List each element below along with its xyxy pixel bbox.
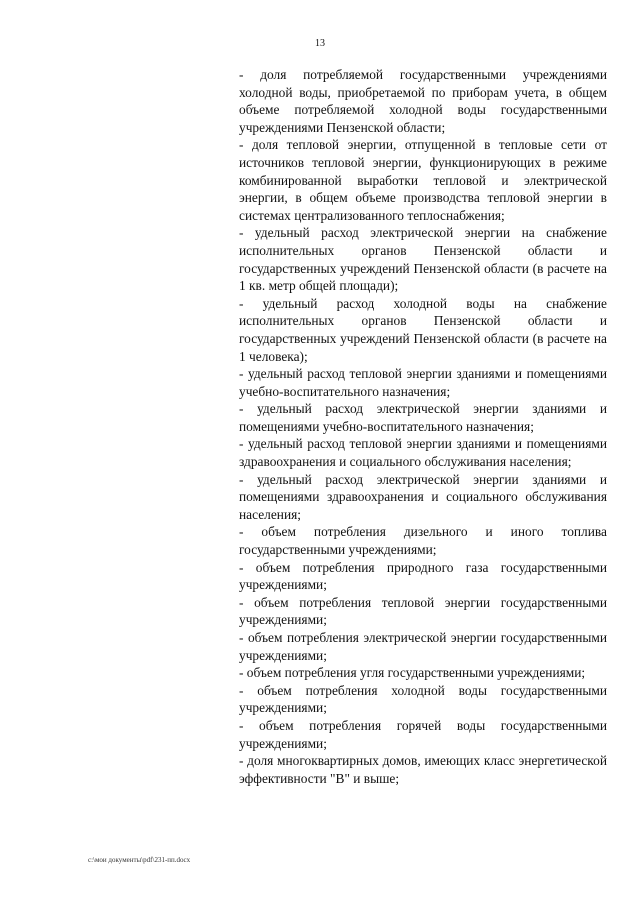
list-item: - доля потребляемой государственными учреждениями холодной воды, приобретаемой по приборам учета, в общем объеме потребляемой холодной воды государственными учреждениями Пензенской области; — [239, 67, 607, 135]
list-item: - объем потребления угля государственными учреждениями; — [239, 665, 586, 681]
list-item: - объем потребления электрической энергии государственными учреждениями; — [239, 630, 607, 663]
list-item: - удельный расход электрической энергии зданиями и помещениями здравоохранения и социального обслуживания населения; — [239, 471, 607, 522]
list-item: - доля тепловой энергии, отпущенной в тепловые сети от источников тепловой энергии, функционирующих в режиме комбинированной выработки тепловой и электрической энергии, в общем объеме производства тепловой энергии в системах централизованного теплоснабжения; — [239, 137, 607, 223]
list-item: - удельный расход тепловой энергии зданиями и помещениями здравоохранения и социального обслуживания населения; — [239, 436, 607, 470]
list-item: - объем потребления дизельного и иного топлива государственными учреждениями; — [239, 524, 607, 558]
list-item: - объем потребления горячей воды государственными учреждениями; — [239, 717, 607, 751]
page-number: 13 — [315, 38, 325, 49]
list-item: - удельный расход электрической энергии на снабжение исполнительных органов Пензенской области и государственных учреждений Пензенской области (в расчете на 1 кв. метр общей площади); — [239, 225, 607, 294]
list-item: - доля многоквартирных домов, имеющих класс энергетической эффективности "В" и выше; — [239, 753, 607, 786]
list-item: - удельный расход электрической энергии зданиями и помещениями учебно-воспитательного назначения; — [239, 401, 607, 434]
document-body — [239, 66, 607, 787]
footer-file-path: c:\мои документы\рdf\231-пп.docx — [88, 856, 191, 864]
list-item: - объем потребления природного газа государственными учреждениями; — [239, 559, 607, 593]
list-item: - удельный расход тепловой энергии зданиями и помещениями учебно-воспитательного назначения; — [239, 366, 607, 399]
list-item: - объем потребления тепловой энергии государственными учреждениями; — [239, 594, 607, 628]
list-item: - удельный расход холодной воды на снабжение исполнительных органов Пензенской области и государственных учреждений Пензенской области (в расчете на 1 человека); — [239, 295, 607, 364]
list-item: - объем потребления холодной воды государственными учреждениями; — [239, 682, 607, 716]
